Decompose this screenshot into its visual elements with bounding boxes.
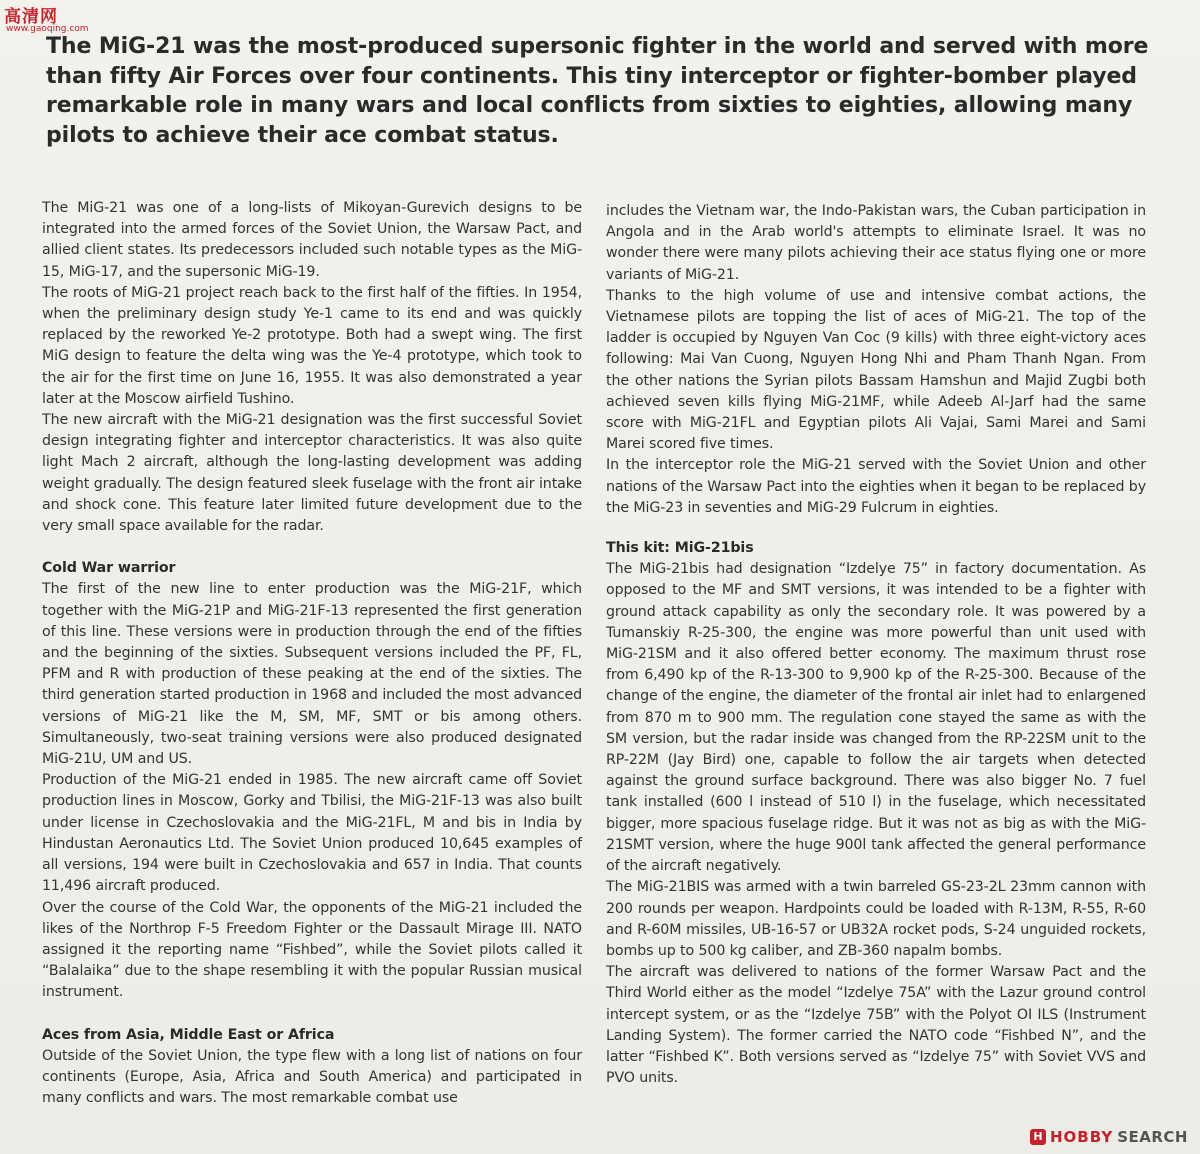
watermark-url: www.gaoqing.com — [6, 24, 89, 34]
kit-paragraph-2: The MiG-21BIS was armed with a twin barreled GS-23-2L 23mm cannon with 200 rounds per weapon. Hardpoints could be loaded with R-13M, R-55, R-60 and R-60M missiles, UB-16-57 or UB32A rocket pods, S-24 unguided rockets, bombs up to 500 kg caliber, and ZB-360 napalm bombs. — [606, 879, 1146, 959]
hobby-search-logo-icon: H — [1030, 1129, 1046, 1145]
aces-paragraph-1-continued: includes the Vietnam war, the Indo-Pakistan wars, the Cuban participation in Angola and in the Arab world's attempts to eliminate Israel. It was no wonder there were many pilots achieving their ace status flying one or more variants of MiG-21. — [606, 203, 1146, 283]
section-gap — [606, 519, 1146, 538]
aces-paragraph-1: Outside of the Soviet Union, the type flew with a long list of nations on four continents (Europe, Asia, Africa and South America) and participated in many conflicts and wars. The most remarkable combat use — [42, 1047, 582, 1107]
aces-paragraph-3: In the interceptor role the MiG-21 served with the Soviet Union and other nations of the Warsaw Pact into the eighties when it began to be replaced by the MiG-23 in seventies and MiG-29 Fulcrum in eighties. — [606, 457, 1146, 516]
lead-paragraph: The MiG-21 was the most-produced supersonic fighter in the world and served with more than fifty Air Forces over four continents. This tiny interceptor or fighter-bomber played remarkable role in many wars and local conflicts from sixties to eighties, allowing many pilots to achieve their ace combat status. — [46, 34, 1149, 148]
intro-paragraph-2: The roots of MiG-21 project reach back to the first half of the fifties. In 1954, when the preliminary design study Ye-1 came to its end and was quickly replaced by the reworked Ye-2 prototype. Both had a swept wing. The first MiG design to feature the delta wing was the Ye-4 prototype, which took to the air for the first time on June 16, 1955. It was also demonstrated a year later at the Moscow airfield Tushino. — [42, 284, 582, 407]
cold-war-paragraph-3: Over the course of the Cold War, the opponents of the MiG-21 included the likes of the Northrop F-5 Freedom Fighter or the Dassault Mirage III. NATO assigned it the reporting name “Fishbed”, while the Soviet pilots called it “Balalaika” due to the shape resembling it with the popular Russian musical instrument. — [42, 899, 582, 1001]
aces-heading: Aces from Asia, Middle East or Africa — [42, 1026, 335, 1043]
logo-search-text: SEARCH — [1117, 1128, 1188, 1146]
section-gap — [42, 1004, 582, 1025]
right-column — [606, 201, 1146, 1089]
cold-war-paragraph-2: Production of the MiG-21 ended in 1985. The new aircraft came off Soviet production lines in Moscow, Gorky and Tbilisi, the MiG-21F-13 was also built under license in Czechoslovakia and the MiG-21FL, M and bis in India by Hindustan Aeronautics Ltd. The Soviet Union produced 10,645 examples of all versions, 194 were built in Czechoslovakia and 657 in India. That counts 11,496 aircraft produced. — [42, 772, 582, 895]
kit-paragraph-3: The aircraft was delivered to nations of the former Warsaw Pact and the Third World either as the model “Izdelye 75A” with the Lazur ground control intercept system, or as the “Izdelye 75B” with the Polyot OI ILS (Instrument Landing System). The former carried the NATO code “Fishbed N”, and the latter “Fishbed K”. Both versions served as “Izdelye 75” with Soviet VVS and PVO units. — [606, 964, 1146, 1087]
kit-paragraph-1: The MiG-21bis had designation “Izdelye 75” in factory documentation. As opposed to the MF and SMT versions, it was intended to be a fighter with ground attack capability as only the secondary role. It was powered by a Tumanskiy R-25-300, the engine was more powerful than unit used with MiG-21SM and it also offered better economy. The maximum thrust rose from 6,490 kp of the R-13-300 to 9,900 kp of the R-25-300. Because of the change of the engine, the diameter of the frontal air inlet had to enlargened from 870 m to 900 mm. The regulation cone stayed the same as with the SM version, but the radar inside was changed from the RP-22SM unit to the RP-22M (Jay Bird) one, capable to follow the air targets when detected against the ground surface background. There was also bigger No. 7 fuel tank installed (600 l instead of 510 l) in the fuselage, which necessitated bigger, more spacious fuselage ridge. But it was not as big as with the MiG-21SMT version, where the huge 900l tank affected the general performance of the aircraft negatively. — [606, 561, 1146, 875]
kit-heading: This kit: MiG-21bis — [606, 540, 754, 557]
left-column — [42, 198, 582, 1109]
logo-hobby-text: HOBBY — [1050, 1128, 1114, 1146]
watermark-text: 高清网 — [4, 7, 58, 27]
aces-paragraph-2: Thanks to the high volume of use and intensive combat actions, the Vietnamese pilots are topping the list of aces of MiG-21. The top of the ladder is occupied by Nguyen Van Coc (9 kills) with three eight-victory aces following: Mai Van Cuong, Nguyen Hong Nhi and Pham Thanh Ngan. From the other nations the Syrian pilots Bassam Hamshun and Majid Zugbi both achieved seven kills flying MiG-21MF, while Adeeb Al-Jarf had the same score with MiG-21FL and Egyptian pilots Ali Vajai, Sami Marei and Sami Marei scored five times. — [606, 287, 1146, 453]
section-gap — [42, 537, 582, 558]
hobby-search-logo — [1030, 1128, 1188, 1146]
cold-war-paragraph-1: The first of the new line to enter production was the MiG-21F, which together with the MiG-21P and MiG-21F-13 represented the first generation of this line. These versions were in production through the end of the fifties and the beginning of the sixties. Subsequent versions included the PF, FL, PFM and R with production of these peaking at the end of the sixties. The third generation started production in 1968 and included the most advanced versions of MiG-21 like the M, SM, MF, SMT or bis among others. Simultaneously, two-seat training versions were also produced designated MiG-21U, UM and US. — [42, 581, 582, 768]
intro-paragraph-1: The MiG-21 was one of a long-lists of Mikoyan-Gurevich designs to be integrated into the armed forces of the Soviet Union, the Warsaw Pact, and allied client states. Its predecessors included such notable types as the MiG-15, MiG-17, and the supersonic MiG-19. — [42, 200, 582, 280]
cold-war-heading: Cold War warrior — [42, 560, 176, 577]
intro-paragraph-3: The new aircraft with the MiG-21 designation was the first successful Soviet design integrating fighter and interceptor characteristics. It was also quite light Mach 2 aircraft, although the long-lasting development was adding weight gradually. The design featured sleek fuselage with the front air intake and shock cone. This feature later limited future development due to the very small space available for the radar. — [42, 412, 582, 535]
